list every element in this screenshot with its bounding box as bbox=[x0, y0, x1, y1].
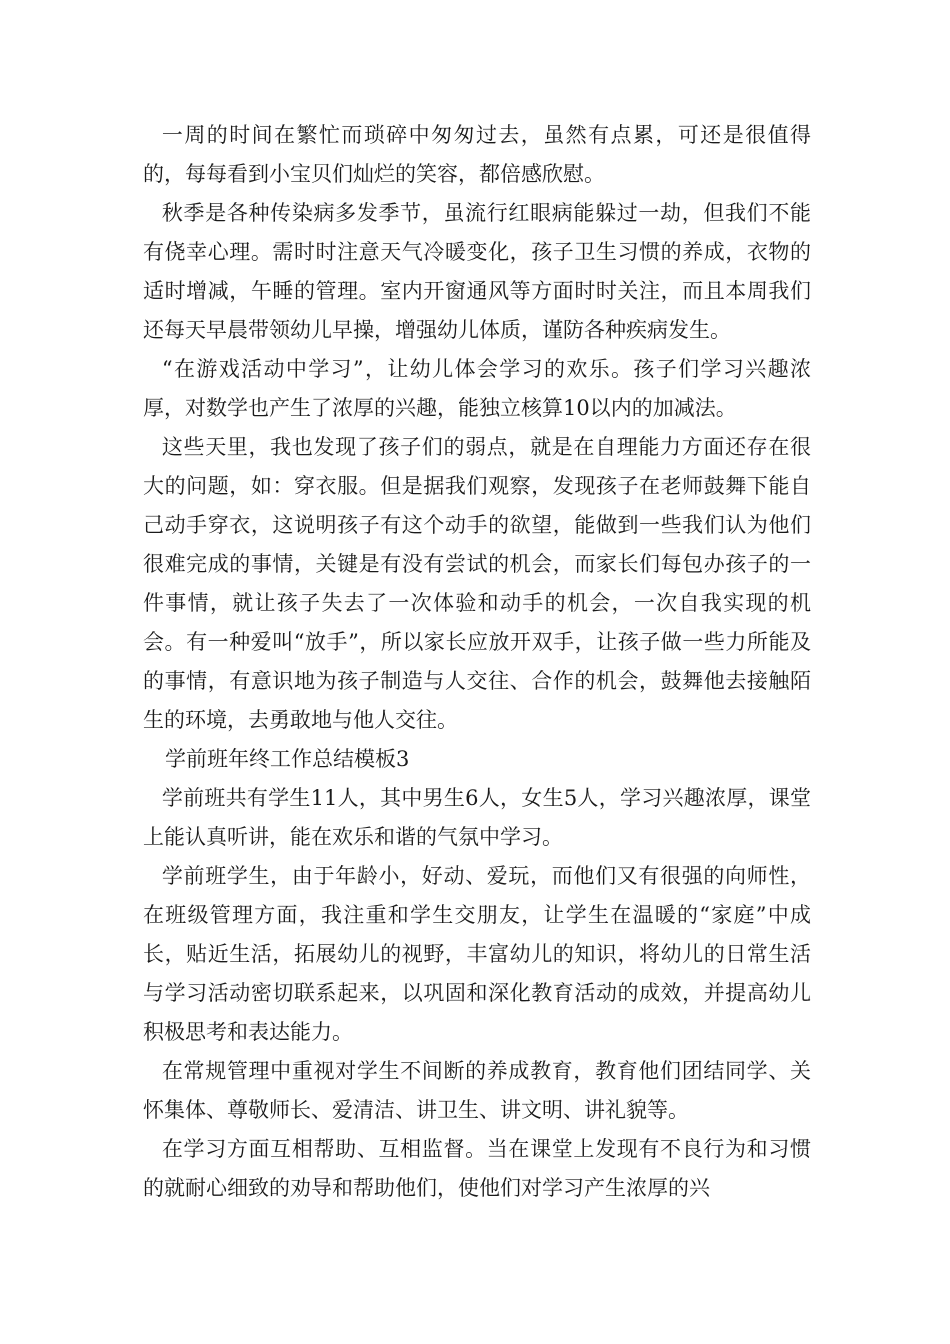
paragraph-weekly-summary: 一周的时间在繁忙而琐碎中匆匆过去，虽然有点累，可还是很值得的，每每看到小宝贝们灿烂的笑容，都倍感欣慰。 bbox=[143, 123, 811, 186]
paragraph-self-care-ability: 这些天里，我也发现了孩子们的弱点，就是在自理能力方面还存在很大的问题，如：穿衣服。但是据我们观察，发现孩子在老师鼓舞下能自己动手穿衣，这说明孩子有这个动手的欲望，能做到一些我们认为他们很难完成的事情，关键是有没有尝试的机会，而家长们每包办孩子的一件事情，就让孩子失去了一次体验和动手的机会，一次自我实现的机会。有一种爱叫“放手”，所以家长应放开双手，让孩子做一些力所能及的事情，有意识地为孩子制造与人交往、合作的机会，鼓舞他去接触陌生的环境，去勇敢地与他人交往。 bbox=[143, 435, 811, 732]
paragraph-routine-management: 在常规管理中重视对学生不间断的养成教育，教育他们团结同学、关怀集体、尊敬师长、爱清洁、讲卫生、讲文明、讲礼貌等。 bbox=[143, 1059, 811, 1122]
document-body bbox=[143, 116, 811, 1208]
paragraph-autumn-health: 秋季是各种传染病多发季节，虽流行红眼病能躲过一劫，但我们不能有侥幸心理。需时时注意天气冷暖变化，孩子卫生习惯的养成，衣物的适时增减，午睡的管理。室内开窗通风等方面时时关注，而且本周我们还每天早晨带领幼儿早操，增强幼儿体质，谨防各种疾病发生。 bbox=[143, 201, 811, 342]
section-heading: 学前班年终工作总结模板3 bbox=[165, 747, 410, 771]
paragraph-mutual-help: 在学习方面互相帮助、互相监督。当在课堂上发现有不良行为和习惯的就耐心细致的劝导和帮助他们，使他们对学习产生浓厚的兴 bbox=[143, 1137, 811, 1200]
paragraph-class-overview: 学前班共有学生11人，其中男生6人，女生5人，学习兴趣浓厚，课堂上能认真听讲，能在欢乐和谐的气氛中学习。 bbox=[143, 786, 811, 849]
paragraph-learning-through-play: “在游戏活动中学习”，让幼儿体会学习的欢乐。孩子们学习兴趣浓厚，对数学也产生了浓厚的兴趣，能独立核算10以内的加减法。 bbox=[143, 357, 811, 420]
paragraph-class-management: 学前班学生，由于年龄小，好动、爱玩，而他们又有很强的向师性，在班级管理方面，我注重和学生交朋友，让学生在温暖的“家庭”中成长，贴近生活，拓展幼儿的视野，丰富幼儿的知识，将幼儿的日常生活与学习活动密切联系起来，以巩固和深化教育活动的成效，并提高幼儿积极思考和表达能力。 bbox=[143, 864, 811, 1044]
